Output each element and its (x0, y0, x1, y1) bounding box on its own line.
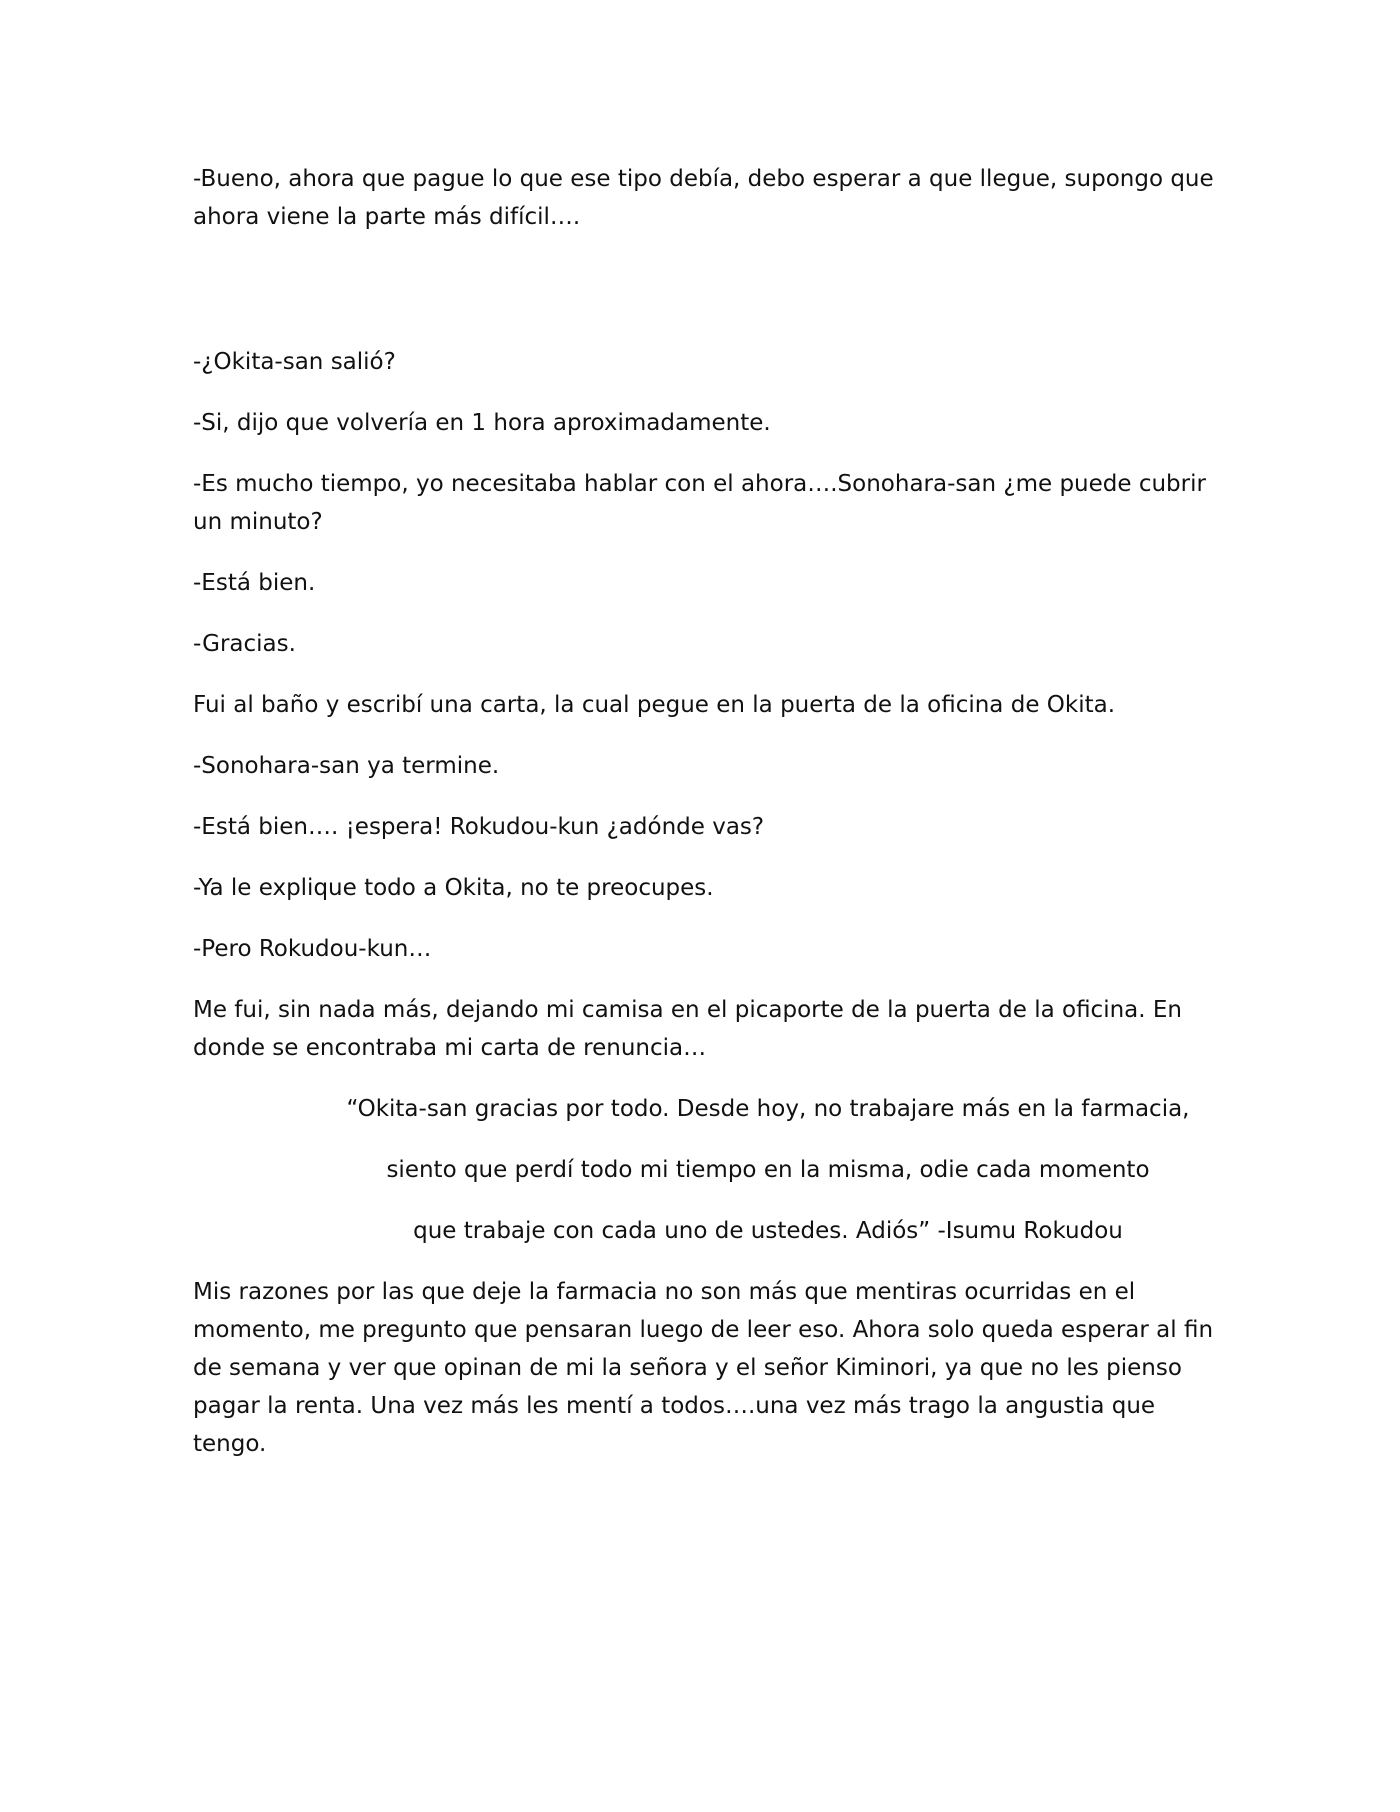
dialogue-line: -Sonohara-san ya termine. (193, 753, 500, 779)
narration-line: Me fui, sin nada más, dejando mi camisa en el picaporte de la puerta de la oficina. En donde se encontraba mi carta de renuncia… (193, 997, 1182, 1061)
dialogue-line: -Gracias. (193, 631, 296, 657)
dialogue-line: -¿Okita-san salió? (193, 349, 396, 375)
dialogue-line: -Si, dijo que volvería en 1 hora aproximadamente. (193, 410, 771, 436)
dialogue-line: -Ya le explique todo a Okita, no te preocupes. (193, 875, 714, 901)
letter-line: siento que perdí todo mi tiempo en la misma, odie cada momento (386, 1157, 1150, 1183)
closing-paragraph: Mis razones por las que deje la farmacia no son más que mentiras ocurridas en el momento, me pregunto que pensaran luego de leer eso. Ahora solo queda esperar al fin de semana y ver que opinan de mi la señora y el señor Kiminori, ya que no les pienso pagar la renta. Una vez más les mentí a todos….una vez más trago la angustia que tengo. (193, 1279, 1214, 1457)
resignation-letter (193, 1090, 1233, 1250)
narration-line: Fui al baño y escribí una carta, la cual pegue en la puerta de la oficina de Okita. (193, 692, 1116, 718)
document-body (193, 160, 1233, 1486)
section-gap (193, 259, 1233, 343)
dialogue-line: -Está bien…. ¡espera! Rokudou-kun ¿adónde vas? (193, 814, 765, 840)
dialogue-line: -Es mucho tiempo, yo necesitaba hablar con el ahora….Sonohara-san ¿me puede cubrir un minuto? (193, 471, 1206, 535)
dialogue-line: -Está bien. (193, 570, 316, 596)
dialogue-line: -Pero Rokudou-kun… (193, 936, 432, 962)
letter-line: que trabaje con cada uno de ustedes. Adiós” -Isumu Rokudou (413, 1218, 1123, 1244)
paragraph-intro: -Bueno, ahora que pague lo que ese tipo debía, debo esperar a que llegue, supongo que ahora viene la parte más difícil…. (193, 166, 1214, 230)
letter-line: “Okita-san gracias por todo. Desde hoy, no trabajare más en la farmacia, (346, 1096, 1190, 1122)
